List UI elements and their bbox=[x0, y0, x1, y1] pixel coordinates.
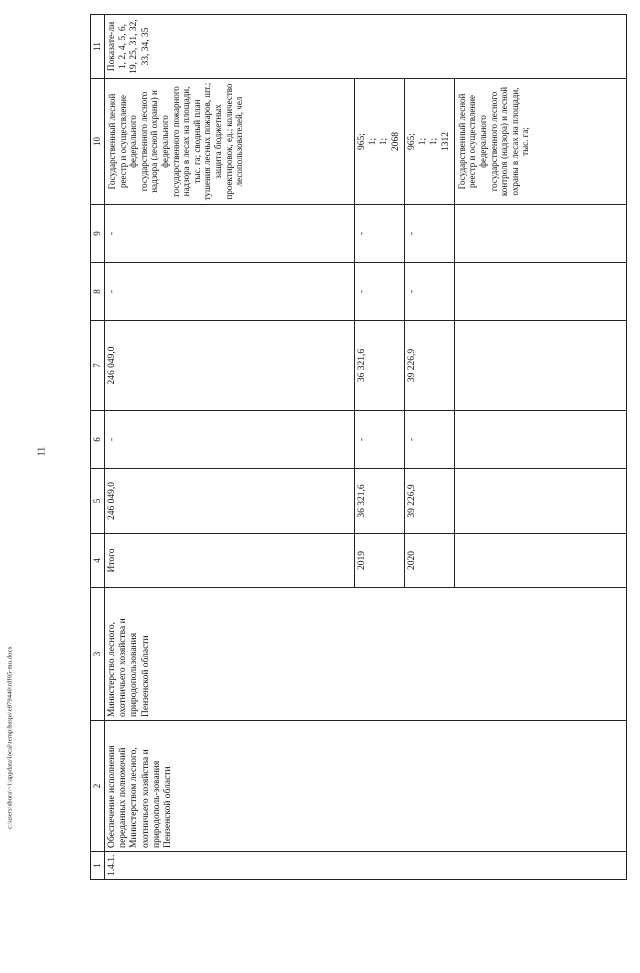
col8-cell: - bbox=[355, 263, 405, 321]
program-table-wrapper bbox=[90, 15, 621, 880]
total-cell bbox=[454, 469, 626, 534]
col-number-4: 4 bbox=[91, 534, 105, 588]
page-number: 11 bbox=[36, 446, 48, 457]
year-cell: 2019 bbox=[355, 534, 405, 588]
column-number-row bbox=[91, 15, 105, 880]
program-table bbox=[90, 14, 627, 880]
col7-cell: 36 321,6 bbox=[355, 321, 405, 411]
col9-cell: - bbox=[105, 205, 355, 263]
col8-cell bbox=[454, 263, 626, 321]
col6-cell: - bbox=[105, 411, 355, 469]
total-cell: 39 226,9 bbox=[405, 469, 455, 534]
result-cell: 965; 1; 1; 1312 bbox=[405, 79, 455, 205]
result-cell: Государственный лесной реестр и осуществление федерального государственного лесного надзора (лесной охраны) и федерального государственного пожарного надзора в лесах на площади, тыс. га; сводный план тушения лесных пожаров, шт.; защита бюджетных проектировок, ед.; количество лесопользователей, чел bbox=[105, 79, 355, 205]
program-table-rotated bbox=[90, 15, 621, 880]
col6-cell bbox=[454, 411, 626, 469]
result-cell: 965; 1; 1; 2068 bbox=[355, 79, 405, 205]
indicators-cell: Показате-ли 1, 2, 4, 5, 6, 19, 25, 31, 32, 33, 34, 35 bbox=[105, 15, 627, 79]
col9-cell: - bbox=[405, 205, 455, 263]
year-cell bbox=[454, 534, 626, 588]
col9-cell: - bbox=[355, 205, 405, 263]
result-cell: Государственный лесной реестр и осуществление федерального государственного лесного контроля (надзора) и лесной охраны в лесах на площади, тыс. га; bbox=[454, 79, 626, 205]
year-cell: 2020 bbox=[405, 534, 455, 588]
col6-cell: - bbox=[405, 411, 455, 469]
col-number-3: 3 bbox=[91, 588, 105, 721]
col7-cell: 39 226,9 bbox=[405, 321, 455, 411]
col8-cell: - bbox=[105, 263, 355, 321]
task-description: Обеспечение исполнения переданных полномочий Министерством лесного, охотничьего хозяйства и природополь-зования Пензенской области bbox=[105, 721, 627, 852]
year-cell: Итого bbox=[105, 534, 355, 588]
col-number-1: 1 bbox=[91, 852, 105, 880]
col7-cell bbox=[454, 321, 626, 411]
row-number: 1.4.1. bbox=[105, 852, 627, 880]
col-number-11: 11 bbox=[91, 15, 105, 79]
col-number-5: 5 bbox=[91, 469, 105, 534]
executor-cell: Министерство лесного, охотничьего хозяйства и природопользования Пензенской области bbox=[105, 588, 627, 721]
col8-cell: - bbox=[405, 263, 455, 321]
col-number-8: 8 bbox=[91, 263, 105, 321]
col-number-7: 7 bbox=[91, 321, 105, 411]
footer-file-path: c:\users\sbora\~1\appdata\local\temp\bssps\e879440\rdf05-mu.docx bbox=[6, 646, 14, 829]
total-cell: 36 321,6 bbox=[355, 469, 405, 534]
col7-cell: 246 049,0 bbox=[105, 321, 355, 411]
col-number-6: 6 bbox=[91, 411, 105, 469]
col-number-2: 2 bbox=[91, 721, 105, 852]
col6-cell: - bbox=[355, 411, 405, 469]
col-number-10: 10 bbox=[91, 79, 105, 205]
col-number-9: 9 bbox=[91, 205, 105, 263]
col9-cell bbox=[454, 205, 626, 263]
total-cell: 246 049,0 bbox=[105, 469, 355, 534]
table-row-total bbox=[105, 15, 355, 880]
